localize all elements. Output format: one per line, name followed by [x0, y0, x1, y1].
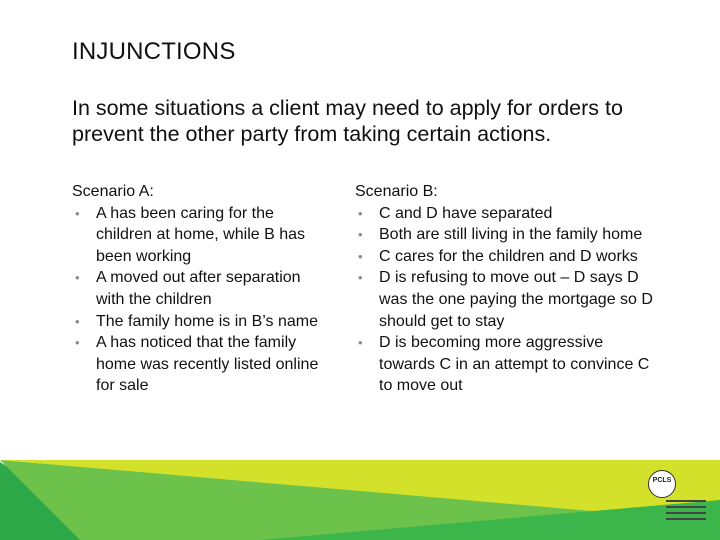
- scenario-a-heading: Scenario A:: [72, 183, 154, 200]
- scenario-b-list: [355, 203, 655, 397]
- scenario-b-heading: Scenario B:: [355, 183, 438, 200]
- bullet-icon: •: [358, 335, 363, 351]
- logo-text-line: [666, 518, 706, 520]
- slide-title: INJUNCTIONS: [72, 38, 236, 65]
- scenario-a: [72, 181, 322, 397]
- bullet-icon: •: [358, 205, 363, 221]
- bullet-icon: •: [75, 313, 80, 329]
- bullet-icon: •: [358, 227, 363, 243]
- logo-text-line: [666, 506, 706, 508]
- scenario-b: [355, 181, 655, 397]
- intro-text: In some situations a client may need to apply for orders to prevent the other party from taking certain actions.: [72, 96, 623, 146]
- list-item: • C and D have separated: [355, 203, 655, 225]
- bullet-icon: •: [358, 270, 363, 286]
- list-item: • The family home is in B’s name: [72, 311, 322, 333]
- bullet-icon: •: [75, 270, 80, 286]
- list-item: • A has been caring for the children at home, while B has been working: [75, 204, 305, 265]
- bullet-icon: •: [75, 335, 80, 351]
- list-item: • Both are still living in the family home: [355, 224, 655, 246]
- list-item: • A moved out after separation with the children: [75, 269, 301, 308]
- scenario-a-list: [72, 203, 322, 397]
- logo-text-line: [666, 512, 706, 514]
- logo-text-line: [666, 500, 706, 502]
- bullet-icon: •: [75, 205, 80, 221]
- list-item: • A has noticed that the family home was recently listed online for sale: [75, 334, 319, 395]
- logo-abbr: PCLS: [652, 477, 672, 484]
- list-item: • D is refusing to move out – D says D was the one paying the mortgage so D should get to stay: [358, 269, 653, 330]
- logo-circle: [648, 470, 676, 498]
- bullet-icon: •: [358, 248, 363, 264]
- pcls-logo: [646, 470, 708, 528]
- list-item: • D is becoming more aggressive towards C in an attempt to convince C to move out: [358, 334, 650, 395]
- list-item: • C cares for the children and D works: [355, 246, 655, 268]
